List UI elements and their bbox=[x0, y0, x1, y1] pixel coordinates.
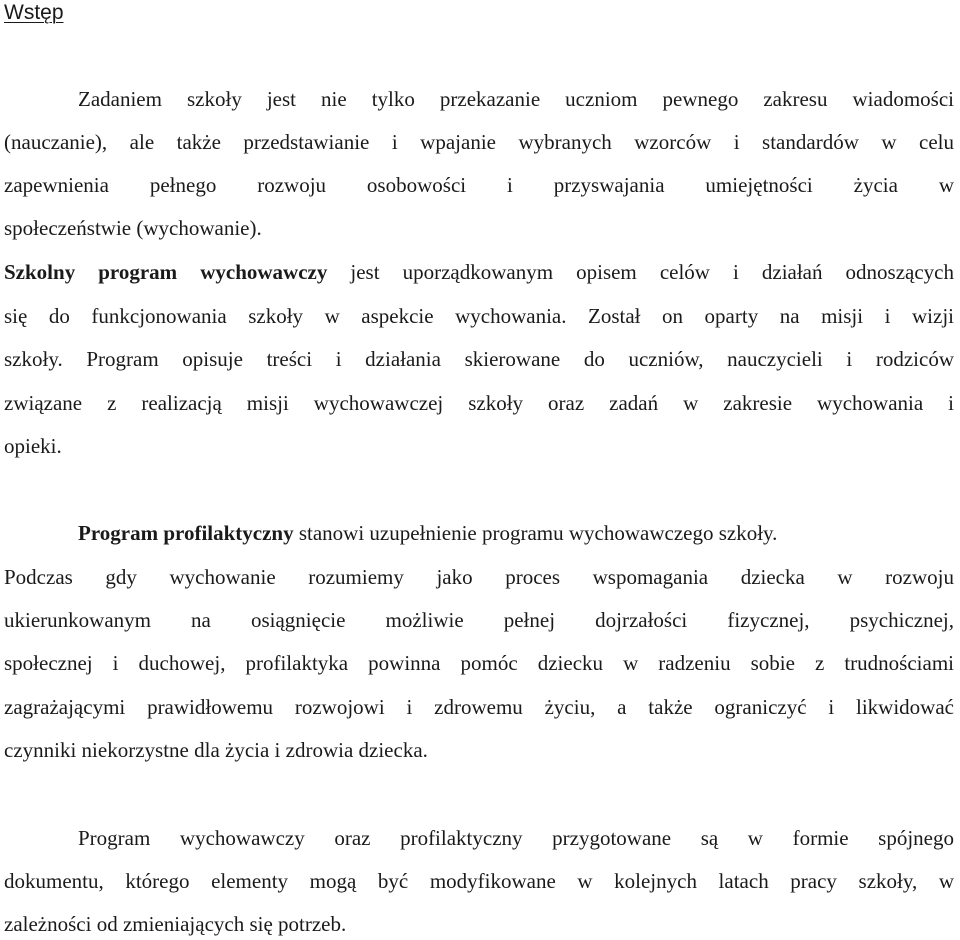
paragraph-3-line-6: czynniki niekorzystne dla życia i zdrowia dziecka. bbox=[4, 738, 428, 762]
paragraph-3-line-1-rest: stanowi uzupełnienie programu wychowawczego szkoły. bbox=[293, 521, 778, 545]
paragraph-4-line-2: dokumentu, którego elementy mogą być modyfikowane w kolejnych latach pracy szkoły, w bbox=[4, 869, 954, 893]
paragraph-1-line-4: społeczeństwie (wychowanie). bbox=[4, 216, 262, 240]
paragraph-3-bold-term: Program profilaktyczny bbox=[78, 521, 294, 545]
paragraph-2-line-1-rest: jest uporządkowanym opisem celów i działań odnoszących bbox=[327, 260, 955, 284]
paragraph-4-line-3: zależności od zmieniających się potrzeb. bbox=[4, 912, 347, 936]
paragraph-3-line-1 bbox=[78, 518, 954, 548]
paragraph-4-line-1: Program wychowawczy oraz profilaktyczny przygotowane są w formie spójnego bbox=[78, 826, 954, 850]
paragraph-2-line-2: się do funkcjonowania szkoły w aspekcie wychowania. Został on oparty na misji i wizji bbox=[4, 304, 954, 328]
paragraph-1-line-1: Zadaniem szkoły jest nie tylko przekazanie uczniom pewnego zakresu wiadomości bbox=[78, 87, 954, 111]
paragraph-2-line-3: szkoły. Program opisuje treści i działania skierowane do uczniów, nauczycieli i rodziców bbox=[4, 347, 954, 371]
paragraph-3-line-2: Podczas gdy wychowanie rozumiemy jako proces wspomagania dziecka w rozwoju bbox=[4, 565, 954, 589]
paragraph-2-bold-term: Szkolny program wychowawczy bbox=[4, 260, 328, 284]
paragraph-3-line-3: ukierunkowanym na osiągnięcie możliwie pełnej dojrzałości fizycznej, psychicznej, bbox=[4, 608, 954, 632]
paragraph-2-line-4: związane z realizacją misji wychowawczej szkoły oraz zadań w zakresie wychowania i bbox=[4, 391, 954, 415]
paragraph-1-line-2: (nauczanie), ale także przedstawianie i wpajanie wybranych wzorców i standardów w celu bbox=[4, 130, 954, 154]
paragraph-2-line-1 bbox=[4, 257, 954, 287]
paragraph-3-line-5: zagrażającymi prawidłowemu rozwojowi i zdrowemu życiu, a także ograniczyć i likwidować bbox=[4, 695, 954, 719]
paragraph-2-line-5: opieki. bbox=[4, 434, 62, 458]
paragraph-3-line-4: społecznej i duchowej, profilaktyka powinna pomóc dziecku w radzeniu sobie z trudnościami bbox=[4, 651, 954, 675]
paragraph-1-line-3: zapewnienia pełnego rozwoju osobowości i przyswajania umiejętności życia w bbox=[4, 173, 954, 197]
section-heading: Wstęp bbox=[4, 1, 64, 24]
